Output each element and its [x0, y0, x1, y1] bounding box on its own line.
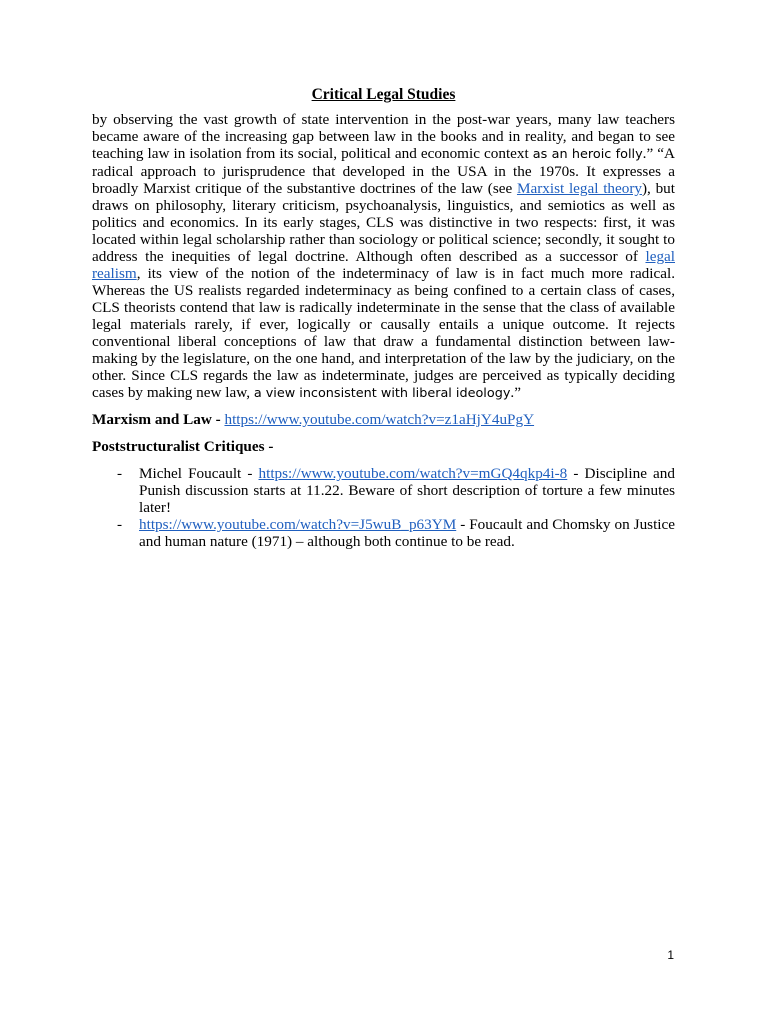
paragraph-quote-2: a view inconsistent with liberal ideology [253, 386, 511, 401]
foucault-video-link[interactable]: https://www.youtube.com/watch?v=mGQ4qkp4i-8 [258, 465, 568, 482]
list-item-description: - Foucault and Chomsky on Justice and human nature (1971) – although both continue to be read. [139, 516, 675, 550]
poststructuralist-list [92, 465, 675, 550]
foucault-chomsky-video-link[interactable]: https://www.youtube.com/watch?v=J5wuB_p63YM [139, 516, 457, 533]
marxist-legal-theory-link[interactable]: Marxist legal theory [516, 180, 642, 197]
list-dash: - [117, 465, 123, 482]
list-item-foucault-chomsky [92, 516, 675, 550]
poststructuralist-heading: Poststructuralist Critiques - [92, 438, 274, 455]
list-item-description: - Discipline and Punish discussion starts at 11.22. Beware of short description of torture a few minutes later! [139, 465, 675, 516]
paragraph-quote-1: as an heroic folly [532, 147, 643, 162]
legal-realism-link[interactable]: legal realism [92, 248, 675, 282]
list-item-prefix: Michel Foucault - [139, 465, 259, 482]
paragraph-text-4: , its view of the notion of the indeterminacy of law is in fact much more radical. Whereas the US realists regarded indeterminacy as being confined to a certain class of cases, CLS theorists contend that law is radically indeterminate in the sense that the class of available legal materials rarely, if ever, logically or causally entails a unique outcome. It rejects conventional liberal conceptions of law that draw a fundamental distinction between law-making by the legislature, on the one hand, and interpretation of the law by the judiciary, on the other. Since CLS regards the law as indeterminate, judges are perceived as typically deciding cases by making new law, [92, 265, 675, 401]
list-item-foucault [92, 465, 675, 516]
paragraph-text-3: ), but draws on philosophy, literary criticism, psychoanalysis, linguistics, and semiotics as well as politics and economics. In its early stages, CLS was distinctive in two respects: first, it was located within legal scholarship rather than sociology or political science; secondly, it sought to address the inequities of legal doctrine. Although often described as a successor of [92, 180, 676, 265]
poststructuralist-heading-line [92, 438, 675, 455]
paragraph-text-1: by observing the vast growth of state intervention in the post-war years, many law teachers became aware of the increasing gap between law in the books and in reality, and began to see teaching law in isolation from its social, political and economic context [92, 111, 675, 162]
list-dash: - [117, 516, 123, 533]
paragraph-text-2: .” “A radical approach to jurisprudence that developed in the USA in the 1970s. It expresses a broadly Marxist critique of the substantive doctrines of the law (see [92, 145, 675, 197]
marxism-and-law-heading: Marxism and Law - [92, 411, 225, 428]
marxism-and-law-section [92, 411, 675, 428]
paragraph-text-5: .” [510, 384, 521, 401]
document-content [92, 86, 675, 550]
document-title: Critical Legal Studies [311, 86, 456, 103]
marxism-video-link[interactable]: https://www.youtube.com/watch?v=z1aHjY4uPgY [224, 411, 535, 428]
page-number: 1 [667, 948, 674, 962]
body-paragraph [92, 111, 675, 402]
